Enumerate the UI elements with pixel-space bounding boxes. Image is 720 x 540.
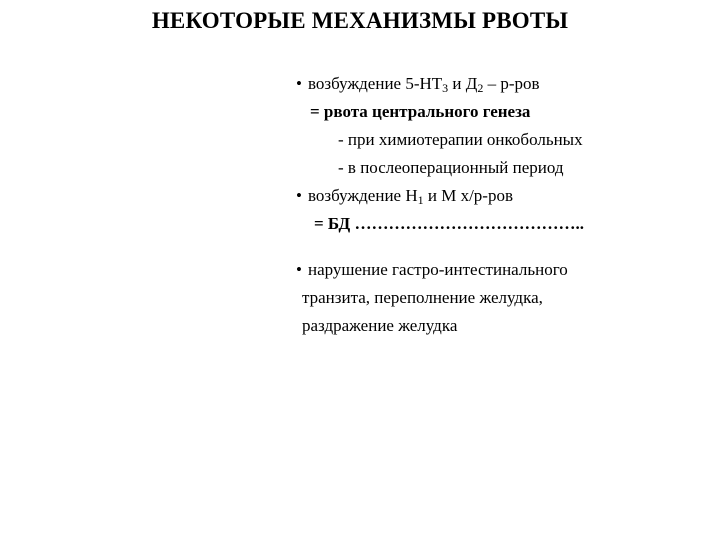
item-2-text-post: и М х/р-ров bbox=[423, 186, 513, 205]
slide-title: НЕКОТОРЫЕ МЕХАНИЗМЫ РВОТЫ bbox=[151, 8, 569, 33]
bullet-item-3-line-1 bbox=[296, 256, 584, 284]
bullet-icon: • bbox=[296, 74, 302, 93]
item-1-subitem-2: - в послеоперационный период bbox=[338, 158, 564, 177]
bullet-list bbox=[296, 70, 584, 340]
item-2-text-pre: возбуждение Н bbox=[308, 186, 418, 205]
bullet-icon: • bbox=[296, 186, 302, 205]
spacer bbox=[296, 238, 584, 256]
bullet-icon: • bbox=[296, 260, 302, 279]
item-1-result: = рвота центрального генеза bbox=[310, 102, 531, 121]
bullet-item-3-line-2: транзита, переполнение желудка, bbox=[302, 288, 543, 307]
item-1-subitem-1: - при химиотерапии онкобольных bbox=[338, 130, 583, 149]
item-1-text-pre: возбуждение 5-НТ bbox=[308, 74, 443, 93]
item-1-text-mid: и Д bbox=[448, 74, 478, 93]
item-3-text-1: нарушение гастро-интестинального bbox=[308, 260, 568, 279]
item-2-subscript-1: 1 bbox=[417, 193, 424, 207]
item-2-result: = БД ………………………………….. bbox=[314, 214, 584, 233]
item-1-subscript-1: 3 bbox=[442, 81, 449, 95]
bullet-item-3-line-3: раздражение желудка bbox=[302, 316, 458, 335]
item-1-text-post: – р-ров bbox=[483, 74, 540, 93]
item-1-subscript-2: 2 bbox=[477, 81, 484, 95]
bullet-item-2-line bbox=[296, 182, 584, 210]
bullet-item-1-line bbox=[296, 70, 584, 98]
